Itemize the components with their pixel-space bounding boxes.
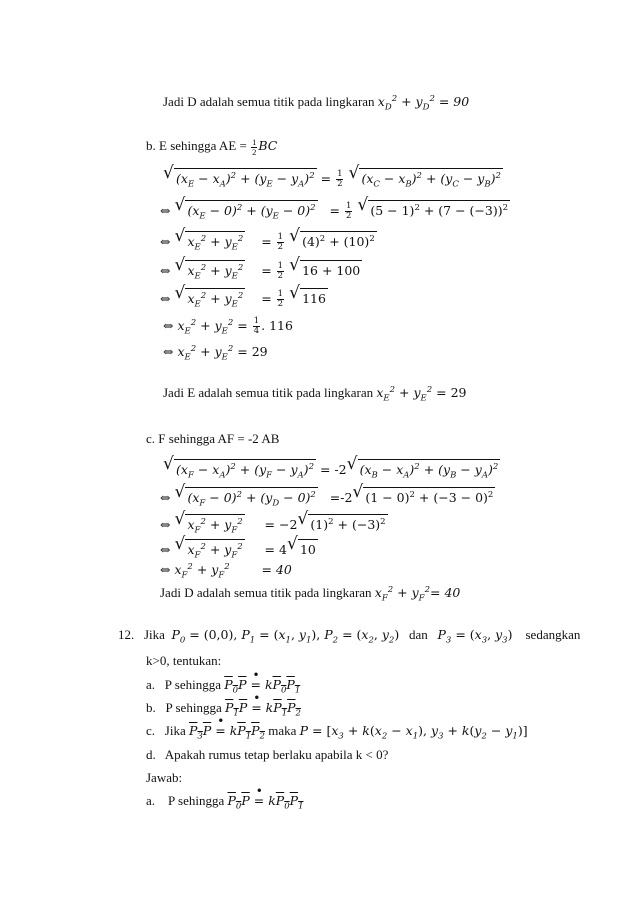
b-step-5: ⇔ √ $x_E^2 + y_E^2$ = $\frac{1}{2}$ √ 116 — [160, 288, 328, 309]
q12-item-c: c. Jika $P_3P$ • = $kP_1P_2$ maka $P = [x_3 + k(x_2 - x_1)$, $y_3 + k(y_2 - y_1)$] — [146, 722, 528, 740]
f-conclusion: Jadi D adalah semua titik pada lingkaran $x_F^2 + y_F^2= 40$ — [160, 584, 461, 604]
q12-answer-a: a. P sehingga $P_0P$ • = $kP_0P_1$ — [146, 792, 303, 810]
d-conclusion: Jadi D adalah semua titik pada lingkaran $x_D^2 + y_D^2 = 90$ — [163, 93, 470, 113]
e-conclusion: Jadi E adalah semua titik pada lingkaran $x_E^2 + y_E^2 = 29$ — [163, 384, 467, 404]
part-c-heading: c. F sehingga AF = -2 AB — [146, 431, 280, 446]
q12-k-condition: k>0, tentukan: — [146, 653, 222, 668]
b-step-2: ⇔ √ $(x_E - 0)^2 + (y_E - 0)^2$ = $\frac{1}{2}$ √ $(5 - 1)^2 + (7 - (-3))^2$ — [160, 200, 510, 221]
part-b-heading: b. E sehingga AE = $\frac{1}{2}$ BC — [146, 136, 278, 157]
math-xd-yd: $x_D^2 + y_D^2$ — [377, 93, 435, 113]
b-step-1: √ $(x_E - x_A)^2 + (y_E - y_A)^2$ = $\frac{1}{2}$ √ $(x_C - x_B)^2 + (y_C - y_B)^2$ — [163, 168, 503, 189]
c-step-2: ⇔ √ $(x_F - 0)^2 + (y_D - 0)^2$ =-2√ $(1 - 0)^2 + (-3 - 0)^2$ — [160, 487, 495, 507]
b-step-4: ⇔ √ $x_E^2 + y_E^2$ = $\frac{1}{2}$ √ 16 + 100 — [160, 260, 362, 281]
b-step-7: ⇔ $x_E^2 + y_E^2 = 29$ — [163, 343, 268, 363]
q12-item-b: b. P sehingga $P_1P$ • = $kP_1P_2$ — [146, 699, 301, 717]
q12-line-1: 12. Jika $P_0 = (0,0)$, $P_1 = (x_1$, $y_1$), $P_2 = (x_2$, $y_2$) dan $P_3 = (x_3$, $y_3$) sedangkan — [118, 627, 581, 646]
c-step-3: ⇔ √ $x_F^2 + y_F^2$ = −2√ $(1)^2 + (-3)^2$ — [160, 514, 388, 534]
c-step-1: √ $(x_F - x_A)^2 + (y_F - y_A)^2 = -2√$ $(x_B - x_A)^2 + (y_B - y_A)^2$ — [163, 459, 500, 479]
b-step-3: ⇔ √ $x_E^2 + y_E^2$ = $\frac{1}{2}$ √ $(4)^2 + (10)^2$ — [160, 231, 377, 252]
c-step-5: ⇔ $x_F^2 + y_F^2$ = 40 — [160, 561, 292, 581]
q12-item-d: d. Apakah rumus tetap berlaku apabila k < 0? — [146, 747, 389, 762]
half-fraction: $\frac{1}{2}$ — [252, 136, 257, 157]
q12-item-a: a. P sehingga $P_0P$ • = $kP_0P_1$ — [146, 676, 300, 694]
q12-jawab: Jawab: — [146, 770, 183, 785]
b-step-6: ⇔ $x_E^2 + y_E^2$ = $\frac{1}{4}$ . 116 — [163, 316, 293, 337]
c-step-4: ⇔ √ $x_F^2 + y_F^2$ = 4√ 10 — [160, 539, 318, 559]
